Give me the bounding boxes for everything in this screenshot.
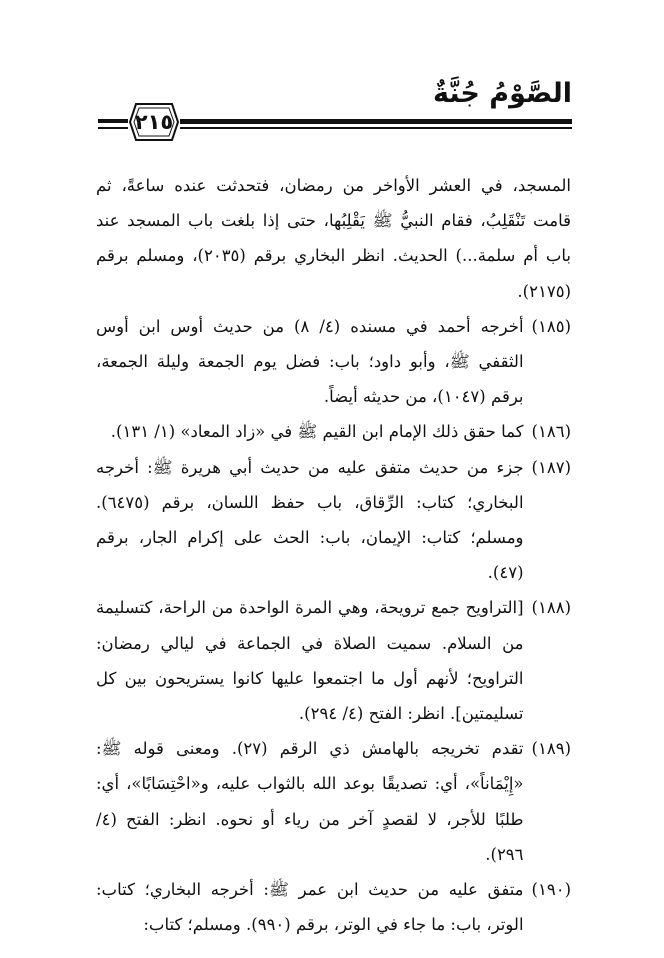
footnote-text: [التراويح جمع ترويحة، وهي المرة الواحدة من الراحة، كتسليمة من السلام. سميت الصلاة في الجماعة في ليالي رمضان: التراويح؛ لأنهم أول ما اجتمعوا عليها كانوا يستريحون بين كل تسليمتين]. انظر: الفتح (٤/ ٢٩٤). bbox=[96, 598, 524, 724]
footnote-189 bbox=[96, 731, 571, 872]
footnote-190 bbox=[96, 872, 571, 942]
footnote-187 bbox=[96, 450, 571, 591]
footnote-number: (١٨٩) bbox=[531, 739, 571, 759]
footnote-188 bbox=[96, 590, 571, 731]
footnote-number: (١٩٠) bbox=[531, 880, 571, 900]
page-number-frame bbox=[128, 102, 180, 142]
header-rule-short-thick bbox=[98, 119, 128, 123]
footnote-number: (١٨٥) bbox=[531, 316, 571, 336]
footnote-text: تقدم تخريجه بالهامش ذي الرقم (٢٧). ومعنى قوله ﷺ: «إِيْمَاناً»، أي: تصديقًا بوعد الله بالثواب عليه، و«احْتِسَابًا»، أي: طلبًا للأجر، لا لقصدٍ آخر من رياء أو نحوه. انظر: الفتح (٤/ ٢٩٦). bbox=[96, 739, 524, 864]
header-rule-thick bbox=[180, 119, 572, 124]
footnote-text: جزء من حديث متفق عليه من حديث أبي هريرة ﷺ: أخرجه البخاري؛ كتاب: الرِّقاق، باب حفظ اللسان، برقم (٦٤٧٥). ومسلم؛ كتاب: الإيمان، باب: الحث على إكرام الجار، برقم (٤٧). bbox=[96, 457, 524, 583]
header-rule-thin bbox=[180, 127, 572, 129]
continued-footnote: المسجد، في العشر الأواخر من رمضان، فتحدثت عنده ساعةً، ثم قامت تَنْقَلِبُ، فقام النبيُّ ﷺ يَقْلِبُها، حتى إذا بلغت باب المسجد عند باب أم سلمة...) الحديث. انظر البخاري برقم (٢٠٣٥)، ومسلم برقم (٢١٧٥). bbox=[96, 176, 571, 301]
footnote-text: أخرجه أحمد في مسنده (٤/ ٨) من حديث أوس ابن أوس الثقفي ﷺ، وأبو داود؛ باب: فضل يوم الجمعة وليلة الجمعة، برقم (١٠٤٧)، من حديثه أيضاً. bbox=[96, 316, 524, 407]
footnote-number: (١٨٨) bbox=[531, 598, 571, 618]
footnote-text: كما حقق ذلك الإمام ابن القيم ﷺ في «زاد المعاد» (١/ ١٣١). bbox=[110, 422, 524, 442]
footnote-number: (١٨٧) bbox=[531, 457, 571, 477]
footnote-185 bbox=[96, 309, 571, 415]
page-number: ٢١٥ bbox=[134, 110, 174, 134]
header-rule-short-thin bbox=[98, 127, 128, 129]
footnote-number: (١٨٦) bbox=[531, 422, 571, 442]
footnotes-body bbox=[96, 168, 571, 942]
running-title: الصَّوْمُ جُنَّةٌ bbox=[433, 78, 572, 109]
footnote-text: متفق عليه من حديث ابن عمر ﷺ: أخرجه البخاري؛ كتاب: الوتر، باب: ما جاء في الوتر، برقم (٩٩٠). ومسلم؛ كتاب: bbox=[96, 880, 524, 935]
page-header bbox=[0, 0, 664, 140]
footnote-186 bbox=[96, 414, 571, 449]
